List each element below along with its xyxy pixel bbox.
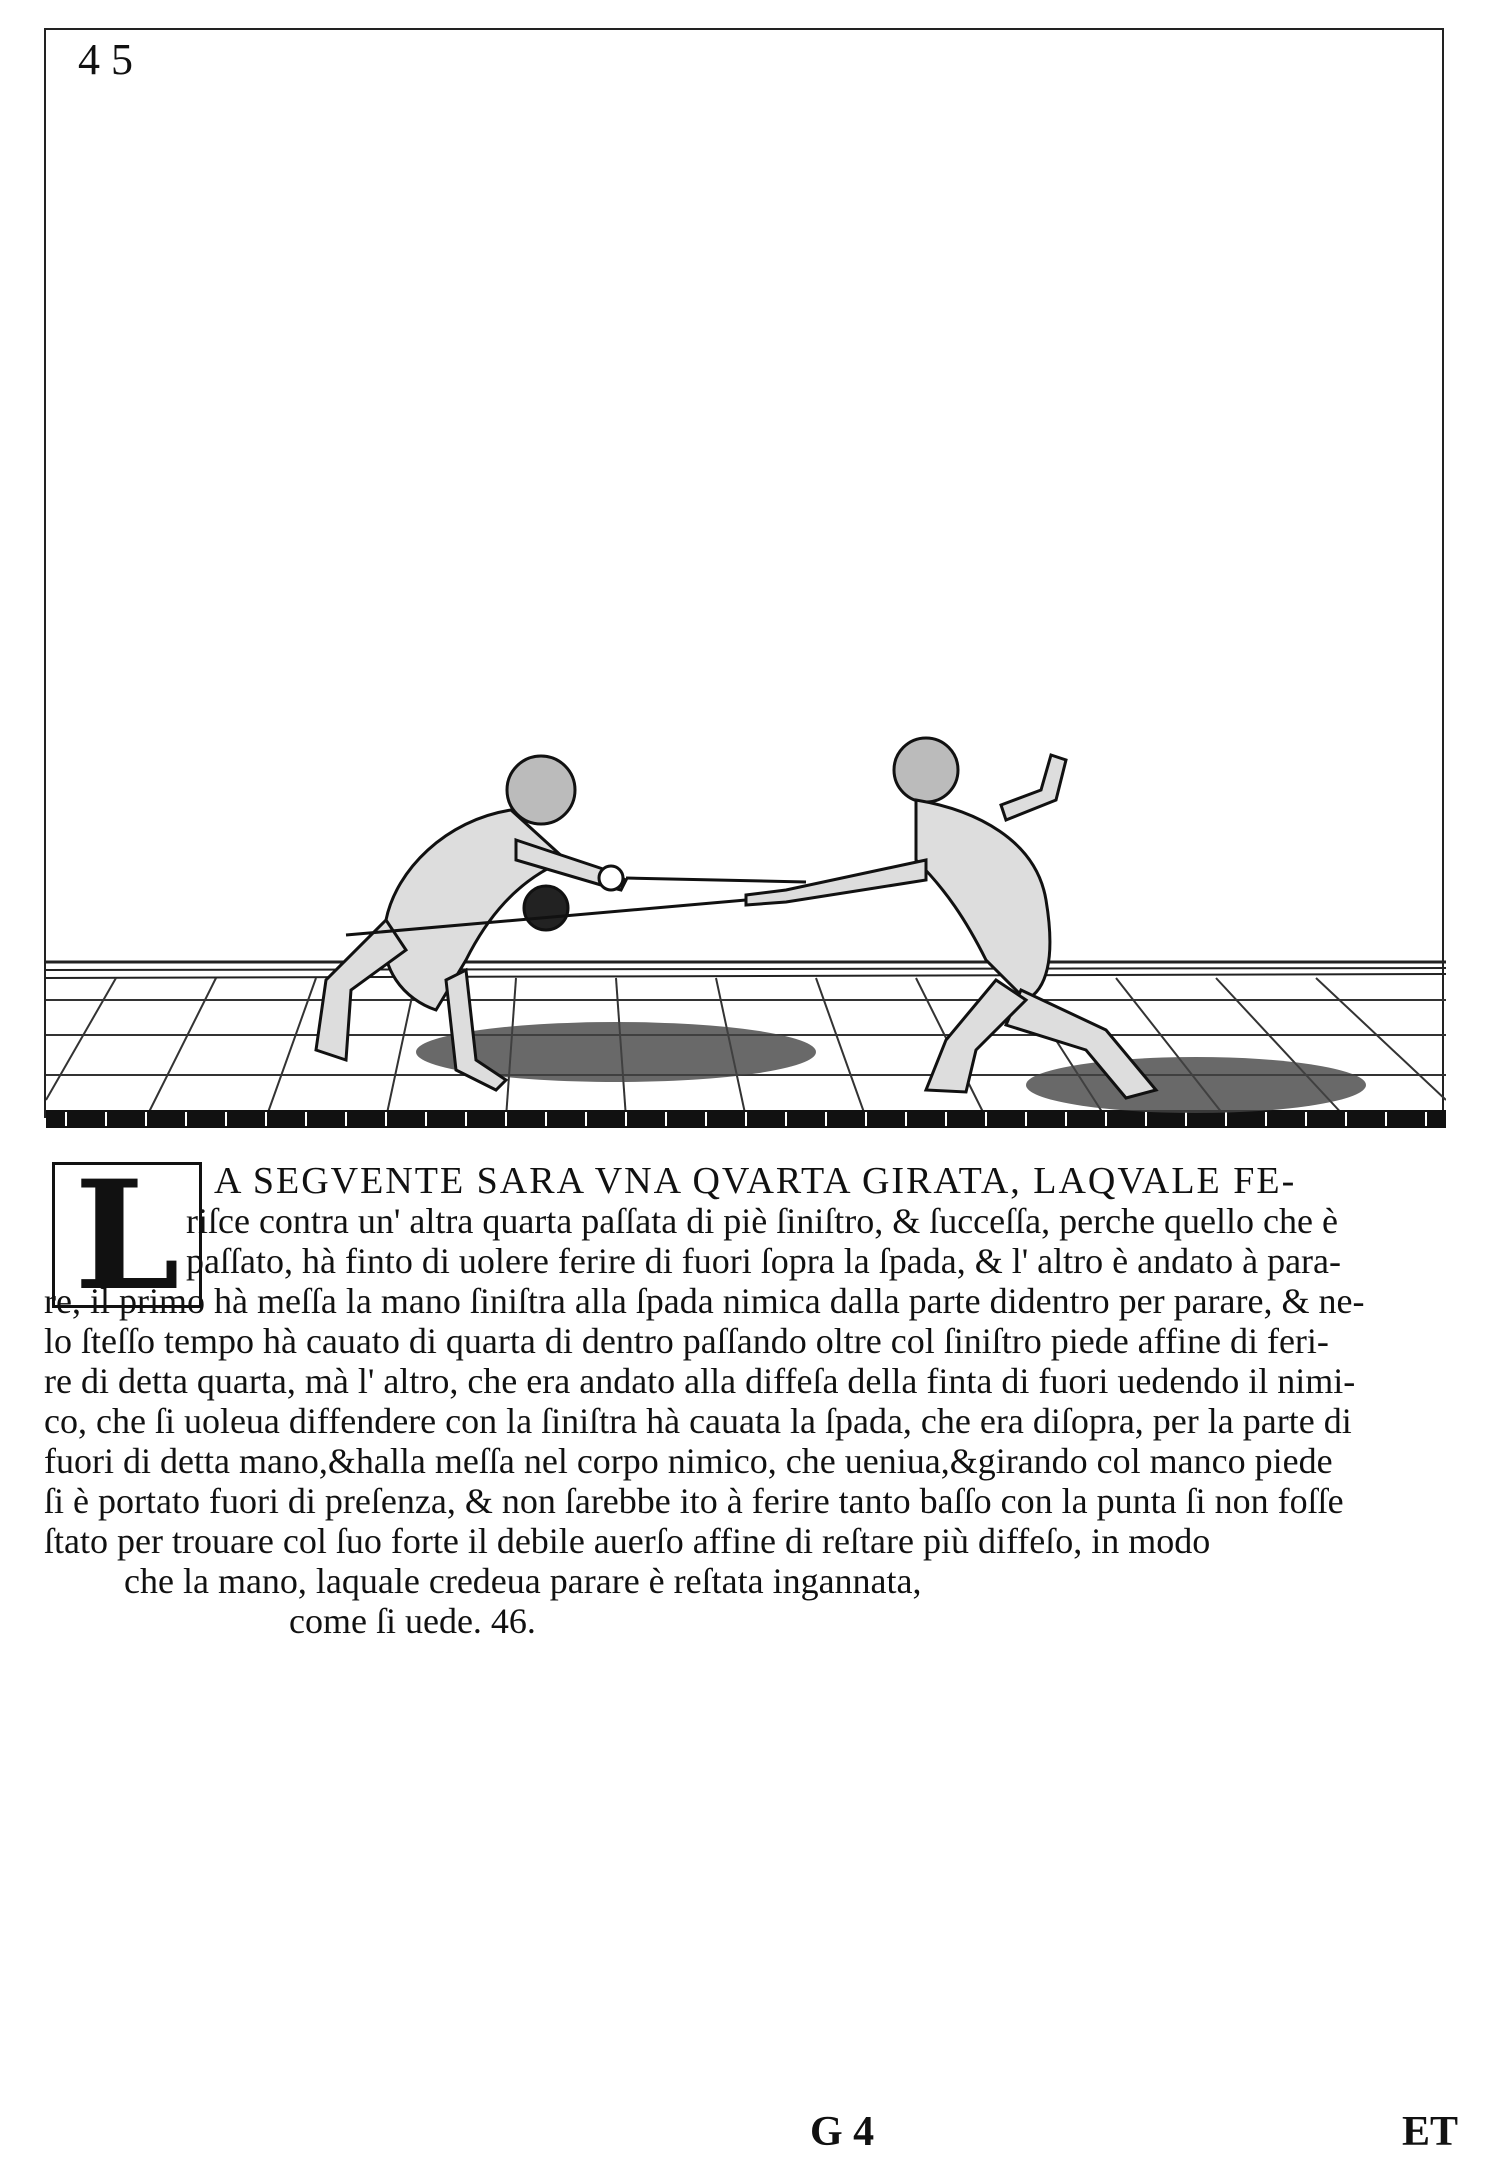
decorated-initial: L — [52, 1162, 202, 1308]
fencing-engraving — [46, 40, 1446, 1130]
text-line: ſtato per trouare col ſuo forte il debile auerſo affine di reſtare più diffeſo, in modo — [44, 1521, 1211, 1561]
horizon — [46, 962, 1446, 978]
catchword: ET — [1402, 2109, 1459, 2155]
text-line: A SEGVENTE SARA VNA QVARTA GIRATA, LAQVALE FE- — [214, 1160, 1297, 1202]
right-fencer-shadow — [1026, 1057, 1366, 1113]
signature-mark: G 4 — [810, 2109, 875, 2155]
text-line: fuori di detta mano,&halla meſſa nel corpo nimico, che ueniua,&girando col manco piede — [44, 1441, 1333, 1481]
text-line: re di detta quarta, mà l' altro, che era andato alla diffeſa della finta di fuori uedendo il nimi- — [44, 1361, 1356, 1401]
text-line: riſce contra un' altra quarta paſſata di piè ſiniſtro, & ſucceſſa, perche quello che è — [186, 1201, 1338, 1241]
text-line: paſſato, hà finto di uolere ferire di fuori ſopra la ſpada, & l' altro è andato à para- — [186, 1241, 1342, 1281]
text-line: co, che ſi uoleua diffendere con la ſiniſtra hà cauata la ſpada, che era diſopra, per la parte di — [44, 1401, 1352, 1441]
text-line: lo ſteſſo tempo hà cauato di quarta di dentro paſſando oltre col ſiniſtro piede affine di feri- — [44, 1321, 1329, 1361]
text-line: ſi è portato fuori di preſenza, & non ſarebbe ito à ferire tanto baſſo con la punta ſi non foſſe — [44, 1481, 1344, 1521]
text-line: re, il primo hà meſſa la mano ſiniſtra alla ſpada nimica dalla parte didentro per parare, & ne- — [44, 1281, 1365, 1321]
text-line: come ſi uede. 46. — [289, 1601, 536, 1641]
text-line: che la mano, laquale credeua parare è reſtata ingannata, — [124, 1561, 922, 1601]
plate-number: 4 5 — [78, 35, 133, 84]
